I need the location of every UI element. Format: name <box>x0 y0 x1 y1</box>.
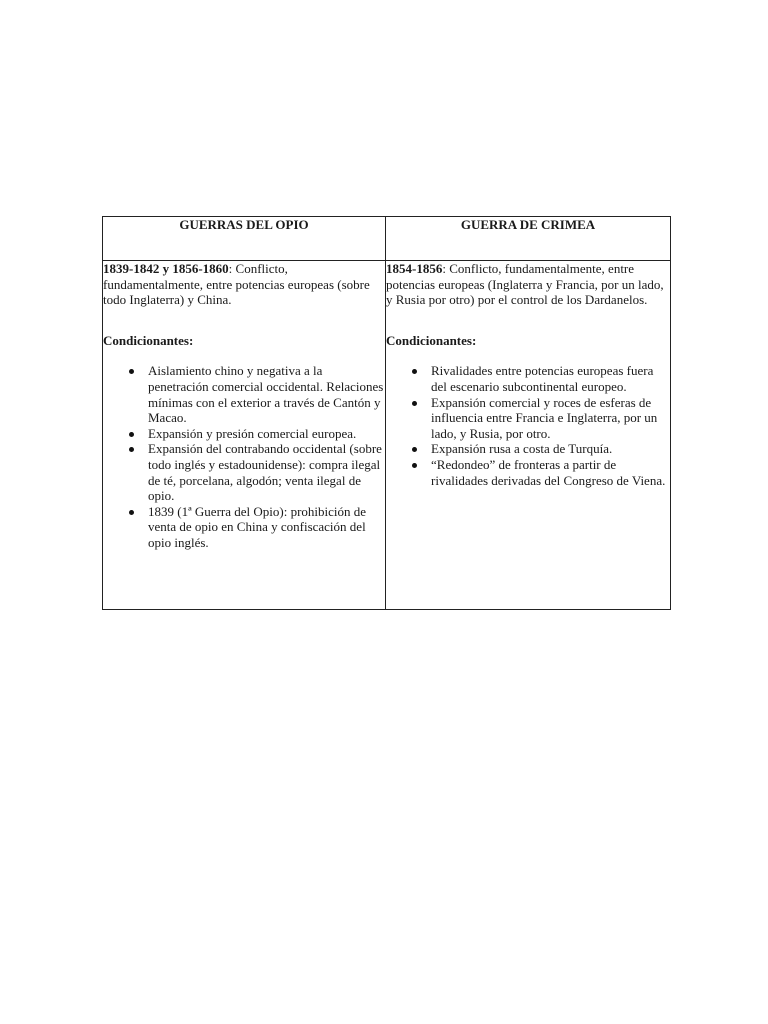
list-item-text: Rivalidades entre potencias europeas fuera del escenario subcontinental europeo. <box>431 363 654 394</box>
list-item <box>386 363 670 394</box>
bullet-icon <box>129 432 134 437</box>
crimean-war-description: : Conflicto, fundamentalmente, entre potencias europeas (Inglaterra y Francia, por un lado, y Rusia por otro) por el control de los Dardanelos. <box>386 261 664 308</box>
bullet-icon <box>412 369 417 374</box>
crimean-war-dates: 1854-1856 <box>386 261 443 276</box>
list-item-text: Aislamiento chino y negativa a la penetración comercial occidental. Relaciones mínimas con el exterior a través de Cantón y Macao. <box>148 363 384 426</box>
list-item-text: 1839 (1ª Guerra del Opio): prohibición de venta de opio en China y confiscación del opio inglés. <box>148 503 367 550</box>
opium-wars-cell <box>103 261 386 610</box>
opium-wars-conditions-label: Condicionantes: <box>103 332 194 348</box>
list-item-text: Expansión comercial y roces de esferas de influencia entre Francia e Inglaterra, por un lado, y Rusia, por otro. <box>431 394 658 441</box>
header-opium-wars: GUERRAS DEL OPIO <box>103 217 386 261</box>
bullet-icon <box>129 369 134 374</box>
header-crimean-war: GUERRA DE CRIMEA <box>386 217 671 261</box>
opium-wars-intro <box>103 261 385 308</box>
bullet-icon <box>129 447 134 452</box>
header-row <box>103 217 671 261</box>
bullet-icon <box>412 447 417 452</box>
list-item <box>103 363 385 425</box>
opium-wars-description: : Conflicto, fundamentalmente, entre potencias europeas (sobre todo Inglaterra) y China. <box>103 261 370 308</box>
crimean-war-intro <box>386 261 670 308</box>
content-row <box>103 261 671 610</box>
bullet-icon <box>129 510 134 515</box>
list-item-text: “Redondeo” de fronteras a partir de rivalidades derivadas del Congreso de Viena. <box>431 456 666 488</box>
list-item <box>103 426 385 442</box>
list-item-text: Expansión y presión comercial europea. <box>148 425 357 441</box>
opium-wars-conditions-list <box>103 363 385 550</box>
list-item-text: Expansión del contrabando occidental (sobre todo inglés y estadounidense): compra ilegal de té, porcelana, algodón; venta ilegal de opio. <box>148 441 382 504</box>
crimean-war-cell <box>386 261 671 610</box>
list-item-text: Expansión rusa a costa de Turquía. <box>431 441 613 457</box>
list-item <box>103 441 385 503</box>
list-item <box>386 457 670 488</box>
list-item <box>386 441 670 457</box>
bullet-icon <box>412 463 417 468</box>
opium-wars-dates: 1839-1842 y 1856-1860 <box>103 261 229 276</box>
comparison-table <box>102 216 671 610</box>
crimean-war-conditions-label: Condicionantes: <box>386 332 477 348</box>
list-item <box>386 395 670 442</box>
bullet-icon <box>412 401 417 406</box>
list-item <box>103 504 385 551</box>
crimean-war-conditions-list <box>386 363 670 488</box>
